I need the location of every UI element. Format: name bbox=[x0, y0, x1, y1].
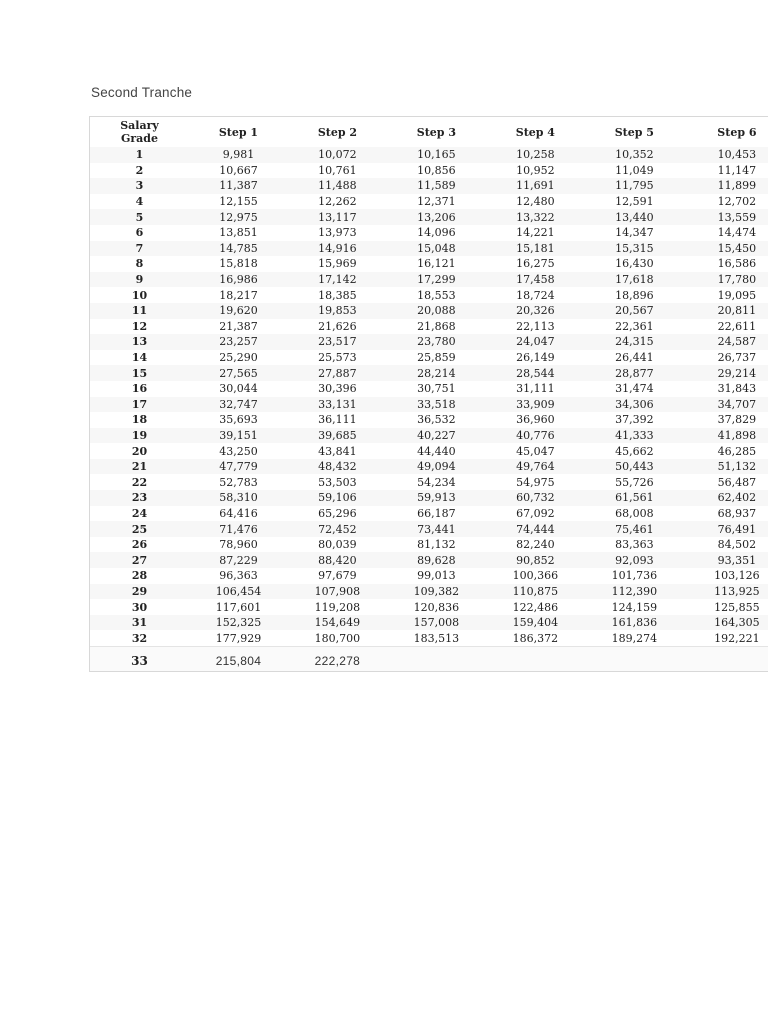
step-2-cell: 154,649 bbox=[288, 615, 387, 631]
step-5-cell: 22,361 bbox=[615, 319, 654, 333]
step-5-cell: 45,662 bbox=[615, 444, 654, 458]
step-3-cell: 16,121 bbox=[417, 257, 456, 271]
header-step-4: Step 4 bbox=[515, 125, 555, 139]
step-1-cell: 96,363 bbox=[219, 569, 258, 583]
salary-grade-cell: 2 bbox=[135, 163, 144, 177]
step-4-cell: 40,776 bbox=[486, 428, 585, 444]
step-3-cell: 54,234 bbox=[417, 475, 456, 489]
table-row bbox=[90, 568, 768, 584]
header-salary-grade bbox=[90, 117, 189, 147]
header-step-1: Step 1 bbox=[218, 125, 259, 139]
step-3-cell: 40,227 bbox=[387, 428, 486, 444]
header-step-5: Step 5 bbox=[614, 125, 654, 139]
step-1-cell: 30,044 bbox=[219, 382, 258, 396]
step-5-cell: 189,274 bbox=[611, 631, 658, 645]
salary-grade-cell: 32 bbox=[131, 631, 148, 645]
table-row bbox=[90, 334, 768, 350]
step-6-cell: 76,491 bbox=[684, 521, 768, 537]
salary-grade-cell: 13 bbox=[90, 334, 189, 350]
step-5-cell: 55,726 bbox=[615, 475, 654, 489]
step-4-cell: 31,111 bbox=[516, 382, 555, 396]
step-1-cell: 21,387 bbox=[219, 319, 258, 333]
step-3-cell: 21,868 bbox=[417, 319, 456, 333]
step-6-cell: 125,855 bbox=[714, 600, 760, 614]
step-5-cell: 11,795 bbox=[585, 178, 684, 194]
table-row bbox=[90, 490, 768, 506]
step-4-cell: 10,952 bbox=[516, 163, 555, 177]
table-row bbox=[90, 428, 768, 444]
step-3-cell: 23,780 bbox=[387, 334, 486, 350]
step-2-cell: 17,142 bbox=[288, 272, 387, 288]
step-4-cell: 11,691 bbox=[486, 178, 585, 194]
step-2-cell: 10,072 bbox=[288, 147, 387, 163]
step-1-cell: 10,667 bbox=[219, 163, 258, 177]
step-1-cell: 9,981 bbox=[189, 147, 288, 163]
step-6-cell: 103,126 bbox=[714, 569, 760, 583]
step-6-cell bbox=[684, 647, 768, 673]
step-2-cell: 14,916 bbox=[288, 241, 387, 257]
step-5-cell: 50,443 bbox=[585, 459, 684, 475]
step-6-cell: 46,285 bbox=[717, 444, 757, 458]
salary-grade-cell: 28 bbox=[131, 569, 148, 583]
salary-grade-cell: 23 bbox=[90, 490, 189, 506]
step-5-cell: 34,306 bbox=[585, 397, 684, 413]
table-row bbox=[90, 241, 768, 257]
salary-grade-cell: 33 bbox=[90, 647, 189, 673]
step-4-cell: 49,764 bbox=[486, 459, 585, 475]
step-2-cell: 59,106 bbox=[288, 490, 387, 506]
table-row bbox=[90, 319, 768, 335]
page-title: Second Tranche bbox=[91, 85, 193, 100]
step-2-cell: 97,679 bbox=[318, 569, 357, 583]
step-6-cell: 10,453 bbox=[684, 147, 768, 163]
step-2-cell: 53,503 bbox=[318, 475, 357, 489]
step-4-cell: 90,852 bbox=[486, 552, 585, 568]
step-1-cell: 25,290 bbox=[219, 351, 258, 365]
step-1-cell: 14,785 bbox=[189, 241, 288, 257]
salary-grade-cell: 14 bbox=[131, 351, 148, 365]
step-6-cell: 20,811 bbox=[684, 303, 768, 319]
step-3-cell: 15,048 bbox=[387, 241, 486, 257]
step-6-cell: 56,487 bbox=[717, 475, 757, 489]
step-1-cell: 12,975 bbox=[189, 209, 288, 225]
step-5-cell: 37,392 bbox=[615, 413, 654, 427]
step-4-cell: 36,960 bbox=[516, 413, 555, 427]
salary-grade-cell: 15 bbox=[90, 365, 189, 381]
table-row bbox=[90, 225, 768, 241]
step-5-cell: 20,567 bbox=[585, 303, 684, 319]
salary-grade-cell: 7 bbox=[90, 241, 189, 257]
table-row bbox=[90, 412, 768, 428]
step-5-cell: 18,896 bbox=[615, 288, 654, 302]
step-5-cell: 68,008 bbox=[615, 506, 654, 520]
step-3-cell: 33,518 bbox=[387, 397, 486, 413]
step-4-cell: 186,372 bbox=[512, 631, 559, 645]
step-6-cell: 12,702 bbox=[717, 195, 757, 209]
step-5-cell: 26,441 bbox=[615, 351, 654, 365]
step-5-cell: 61,561 bbox=[585, 490, 684, 506]
step-1-cell: 13,851 bbox=[219, 226, 258, 240]
step-1-cell: 12,155 bbox=[219, 195, 258, 209]
step-5-cell: 41,333 bbox=[585, 428, 684, 444]
step-3-cell bbox=[387, 647, 486, 673]
step-3-cell: 10,165 bbox=[387, 147, 486, 163]
step-4-cell bbox=[486, 647, 585, 673]
step-3-cell: 59,913 bbox=[387, 490, 486, 506]
step-1-cell: 16,986 bbox=[189, 272, 288, 288]
step-4-cell: 60,732 bbox=[486, 490, 585, 506]
step-6-cell: 26,737 bbox=[717, 351, 757, 365]
step-5-cell: 83,363 bbox=[615, 538, 654, 552]
step-3-cell: 66,187 bbox=[417, 506, 456, 520]
step-3-cell: 13,206 bbox=[387, 209, 486, 225]
step-3-cell: 157,008 bbox=[387, 615, 486, 631]
step-2-cell: 10,761 bbox=[318, 163, 357, 177]
step-6-cell: 15,450 bbox=[684, 241, 768, 257]
salary-grade-cell: 27 bbox=[90, 552, 189, 568]
step-3-cell: 89,628 bbox=[387, 552, 486, 568]
step-4-cell: 28,544 bbox=[486, 365, 585, 381]
table-row bbox=[90, 443, 768, 459]
step-5-cell: 75,461 bbox=[585, 521, 684, 537]
step-4-cell: 14,221 bbox=[516, 226, 555, 240]
step-2-cell: 107,908 bbox=[288, 584, 387, 600]
step-5-cell: 17,618 bbox=[585, 272, 684, 288]
step-6-cell: 22,611 bbox=[717, 319, 757, 333]
step-2-cell: 27,887 bbox=[288, 365, 387, 381]
step-2-cell: 13,973 bbox=[318, 226, 357, 240]
salary-grade-cell: 4 bbox=[135, 195, 144, 209]
step-5-cell: 16,430 bbox=[615, 257, 654, 271]
step-1-cell: 18,217 bbox=[219, 288, 258, 302]
salary-grade-cell: 12 bbox=[131, 319, 148, 333]
step-6-cell: 19,095 bbox=[717, 288, 757, 302]
salary-grade-cell: 5 bbox=[90, 209, 189, 225]
step-1-cell: 215,804 bbox=[189, 647, 288, 673]
step-4-cell: 18,724 bbox=[516, 288, 555, 302]
table-row bbox=[90, 194, 768, 210]
step-6-cell: 164,305 bbox=[684, 615, 768, 631]
step-6-cell: 11,147 bbox=[717, 163, 757, 177]
step-4-cell: 12,480 bbox=[516, 195, 555, 209]
step-5-cell: 31,474 bbox=[615, 382, 654, 396]
step-6-cell: 17,780 bbox=[684, 272, 768, 288]
step-1-cell: 52,783 bbox=[219, 475, 258, 489]
step-5-cell: 92,093 bbox=[585, 552, 684, 568]
salary-table bbox=[90, 117, 768, 672]
step-6-cell: 93,351 bbox=[684, 552, 768, 568]
step-2-cell: 36,111 bbox=[318, 413, 357, 427]
step-1-cell: 32,747 bbox=[189, 397, 288, 413]
step-5-cell bbox=[585, 647, 684, 673]
step-1-cell: 71,476 bbox=[189, 521, 288, 537]
table-row bbox=[90, 584, 768, 600]
salary-grade-cell: 26 bbox=[131, 538, 148, 552]
step-4-cell: 122,486 bbox=[512, 600, 559, 614]
table-row bbox=[90, 537, 768, 553]
salary-grade-cell: 16 bbox=[131, 382, 148, 396]
step-5-cell: 14,347 bbox=[615, 226, 654, 240]
step-1-cell: 47,779 bbox=[189, 459, 288, 475]
step-6-cell: 11,899 bbox=[684, 178, 768, 194]
step-1-cell: 58,310 bbox=[189, 490, 288, 506]
step-6-cell: 13,559 bbox=[684, 209, 768, 225]
step-3-cell: 36,532 bbox=[417, 413, 456, 427]
step-2-cell: 11,488 bbox=[288, 178, 387, 194]
step-2-cell: 65,296 bbox=[318, 506, 357, 520]
step-1-cell: 177,929 bbox=[215, 631, 262, 645]
step-2-cell: 23,517 bbox=[288, 334, 387, 350]
step-3-cell: 49,094 bbox=[387, 459, 486, 475]
table-row bbox=[90, 303, 768, 319]
step-3-cell: 25,859 bbox=[417, 351, 456, 365]
step-3-cell: 73,441 bbox=[387, 521, 486, 537]
step-1-cell: 15,818 bbox=[219, 257, 258, 271]
step-4-cell: 100,366 bbox=[512, 569, 559, 583]
step-6-cell: 31,843 bbox=[717, 382, 757, 396]
step-5-cell: 124,159 bbox=[611, 600, 658, 614]
step-3-cell: 14,096 bbox=[417, 226, 456, 240]
step-5-cell: 11,049 bbox=[615, 163, 654, 177]
step-1-cell: 78,960 bbox=[219, 538, 258, 552]
step-4-cell: 82,240 bbox=[516, 538, 555, 552]
step-2-cell: 48,432 bbox=[288, 459, 387, 475]
step-3-cell: 12,371 bbox=[417, 195, 456, 209]
step-3-cell: 30,751 bbox=[417, 382, 456, 396]
step-2-cell: 222,278 bbox=[288, 647, 387, 673]
table-header-row bbox=[90, 117, 768, 147]
step-2-cell: 72,452 bbox=[288, 521, 387, 537]
step-2-cell: 19,853 bbox=[288, 303, 387, 319]
step-2-cell: 13,117 bbox=[288, 209, 387, 225]
step-2-cell: 18,385 bbox=[318, 288, 357, 302]
step-6-cell: 113,925 bbox=[684, 584, 768, 600]
header-salary-grade-label: Salary Grade bbox=[120, 119, 159, 145]
salary-grade-cell: 10 bbox=[131, 288, 148, 302]
table-row bbox=[90, 147, 768, 163]
step-2-cell: 12,262 bbox=[318, 195, 357, 209]
step-4-cell: 15,181 bbox=[486, 241, 585, 257]
step-5-cell: 112,390 bbox=[585, 584, 684, 600]
header-step-6: Step 6 bbox=[717, 125, 757, 139]
salary-grade-cell: 31 bbox=[90, 615, 189, 631]
step-3-cell: 20,088 bbox=[387, 303, 486, 319]
table-row bbox=[90, 287, 768, 303]
table-row bbox=[90, 506, 768, 522]
step-4-cell: 45,047 bbox=[516, 444, 555, 458]
step-6-cell: 84,502 bbox=[717, 538, 757, 552]
table-row bbox=[90, 599, 768, 615]
salary-grade-cell: 3 bbox=[90, 178, 189, 194]
table-row bbox=[90, 178, 768, 194]
salary-grade-cell: 24 bbox=[131, 506, 148, 520]
salary-grade-cell: 1 bbox=[90, 147, 189, 163]
step-1-cell: 87,229 bbox=[189, 552, 288, 568]
step-6-cell: 68,937 bbox=[717, 506, 757, 520]
step-2-cell: 39,685 bbox=[288, 428, 387, 444]
step-5-cell: 161,836 bbox=[585, 615, 684, 631]
step-2-cell: 43,841 bbox=[318, 444, 357, 458]
step-1-cell: 39,151 bbox=[189, 428, 288, 444]
step-6-cell: 29,214 bbox=[684, 365, 768, 381]
table-row bbox=[90, 552, 768, 568]
step-4-cell: 24,047 bbox=[486, 334, 585, 350]
step-6-cell: 41,898 bbox=[684, 428, 768, 444]
step-3-cell: 120,836 bbox=[413, 600, 460, 614]
table-row bbox=[90, 272, 768, 288]
step-2-cell: 15,969 bbox=[318, 257, 357, 271]
salary-table-container bbox=[89, 116, 768, 672]
step-4-cell: 159,404 bbox=[486, 615, 585, 631]
step-4-cell: 67,092 bbox=[516, 506, 555, 520]
step-6-cell: 51,132 bbox=[684, 459, 768, 475]
step-5-cell: 101,736 bbox=[611, 569, 658, 583]
step-4-cell: 10,258 bbox=[486, 147, 585, 163]
salary-grade-cell: 18 bbox=[131, 413, 148, 427]
step-3-cell: 99,013 bbox=[417, 569, 456, 583]
table-row bbox=[90, 381, 768, 397]
salary-grade-cell: 6 bbox=[135, 226, 144, 240]
header-step-2: Step 2 bbox=[317, 125, 358, 139]
salary-grade-cell: 9 bbox=[90, 272, 189, 288]
step-4-cell: 26,149 bbox=[516, 351, 555, 365]
step-6-cell: 14,474 bbox=[717, 226, 757, 240]
table-row bbox=[90, 256, 768, 272]
salary-grade-cell: 8 bbox=[135, 257, 144, 271]
step-1-cell: 23,257 bbox=[189, 334, 288, 350]
salary-grade-cell: 19 bbox=[90, 428, 189, 444]
step-4-cell: 110,875 bbox=[486, 584, 585, 600]
step-1-cell: 27,565 bbox=[189, 365, 288, 381]
step-6-cell: 34,707 bbox=[684, 397, 768, 413]
table-row bbox=[90, 209, 768, 225]
table-row bbox=[90, 630, 768, 646]
table-row bbox=[90, 163, 768, 179]
step-2-cell: 119,208 bbox=[314, 600, 361, 614]
step-3-cell: 17,299 bbox=[387, 272, 486, 288]
step-1-cell: 152,325 bbox=[189, 615, 288, 631]
step-3-cell: 28,214 bbox=[387, 365, 486, 381]
table-body bbox=[90, 147, 768, 672]
salary-grade-cell: 11 bbox=[90, 303, 189, 319]
salary-grade-cell: 21 bbox=[90, 459, 189, 475]
step-3-cell: 183,513 bbox=[413, 631, 460, 645]
step-1-cell: 106,454 bbox=[189, 584, 288, 600]
step-6-cell: 24,587 bbox=[684, 334, 768, 350]
step-1-cell: 11,387 bbox=[189, 178, 288, 194]
step-2-cell: 80,039 bbox=[318, 538, 357, 552]
step-2-cell: 88,420 bbox=[288, 552, 387, 568]
step-3-cell: 11,589 bbox=[387, 178, 486, 194]
step-1-cell: 19,620 bbox=[189, 303, 288, 319]
step-2-cell: 33,131 bbox=[288, 397, 387, 413]
step-2-cell: 25,573 bbox=[318, 351, 357, 365]
step-1-cell: 117,601 bbox=[215, 600, 262, 614]
step-4-cell: 54,975 bbox=[516, 475, 555, 489]
table-row bbox=[90, 350, 768, 366]
step-5-cell: 12,591 bbox=[615, 195, 654, 209]
salary-grade-cell: 17 bbox=[90, 397, 189, 413]
table-row bbox=[90, 474, 768, 490]
step-2-cell: 180,700 bbox=[314, 631, 361, 645]
step-3-cell: 10,856 bbox=[417, 163, 456, 177]
step-3-cell: 18,553 bbox=[417, 288, 456, 302]
step-4-cell: 17,458 bbox=[486, 272, 585, 288]
table-row bbox=[90, 397, 768, 413]
step-3-cell: 109,382 bbox=[387, 584, 486, 600]
step-1-cell: 64,416 bbox=[219, 506, 258, 520]
step-6-cell: 16,586 bbox=[717, 257, 757, 271]
step-2-cell: 30,396 bbox=[318, 382, 357, 396]
header-step-3: Step 3 bbox=[416, 125, 456, 139]
table-row bbox=[90, 365, 768, 381]
step-5-cell: 13,440 bbox=[585, 209, 684, 225]
step-3-cell: 44,440 bbox=[417, 444, 456, 458]
step-4-cell: 74,444 bbox=[486, 521, 585, 537]
salary-grade-cell: 22 bbox=[131, 475, 148, 489]
salary-grade-cell: 20 bbox=[131, 444, 148, 458]
step-6-cell: 62,402 bbox=[684, 490, 768, 506]
step-4-cell: 16,275 bbox=[516, 257, 555, 271]
salary-grade-cell: 30 bbox=[131, 600, 148, 614]
salary-grade-cell: 29 bbox=[90, 584, 189, 600]
step-4-cell: 33,909 bbox=[486, 397, 585, 413]
step-4-cell: 13,322 bbox=[486, 209, 585, 225]
step-4-cell: 22,113 bbox=[516, 319, 555, 333]
step-5-cell: 24,315 bbox=[585, 334, 684, 350]
step-1-cell: 43,250 bbox=[219, 444, 258, 458]
table-row bbox=[90, 459, 768, 475]
step-4-cell: 20,326 bbox=[486, 303, 585, 319]
step-6-cell: 192,221 bbox=[714, 631, 760, 645]
step-6-cell: 37,829 bbox=[717, 413, 757, 427]
table-row bbox=[90, 647, 768, 673]
table-row bbox=[90, 615, 768, 631]
table-row bbox=[90, 521, 768, 537]
step-3-cell: 81,132 bbox=[417, 538, 456, 552]
step-5-cell: 28,877 bbox=[585, 365, 684, 381]
step-2-cell: 21,626 bbox=[318, 319, 357, 333]
step-5-cell: 15,315 bbox=[585, 241, 684, 257]
step-1-cell: 35,693 bbox=[219, 413, 258, 427]
salary-grade-cell: 25 bbox=[90, 521, 189, 537]
step-5-cell: 10,352 bbox=[585, 147, 684, 163]
